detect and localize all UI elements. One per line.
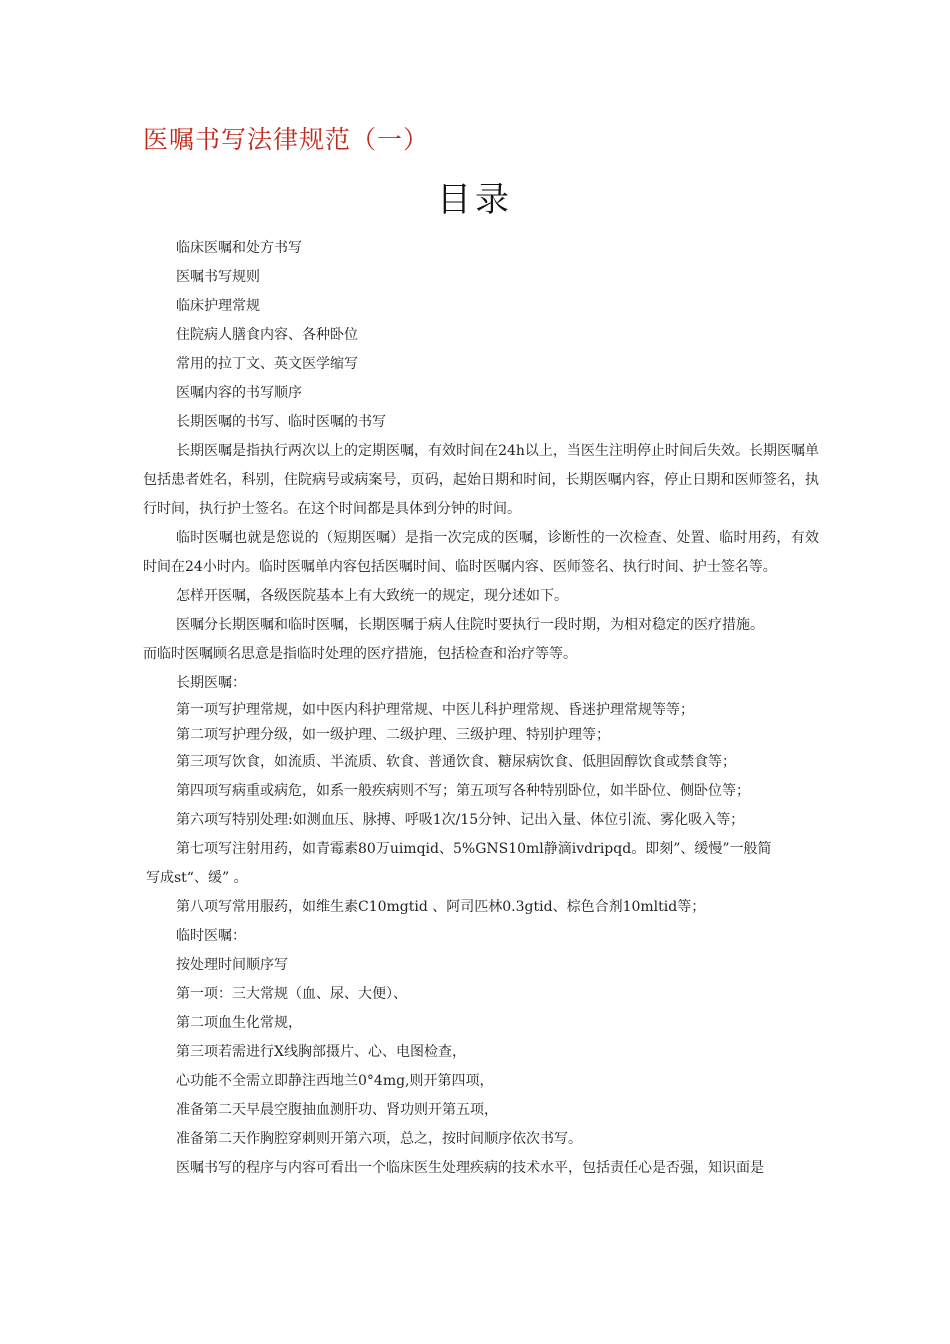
long-term-item: 第七项写注射用药，如青霉素80万uimqid、5%GNS10ml静滴ivdripqd。即刻”、缓慢”一般简 — [176, 841, 772, 857]
long-term-item: 第四项写病重或病危，如系一般疾病则不写；第五项写各种特别卧位，如半卧位、侧卧位等； — [176, 783, 750, 799]
toc-item: 临床医嘱和处方书写 — [176, 240, 302, 256]
paragraph-classification: 医嘱分长期医嘱和临时医嘱，长期医嘱于病人住院时要执行一段时期，为相对稳定的医疗措施。 — [176, 617, 764, 633]
long-term-item: 第三项写饮食，如流质、半流质、软食、普通饮食、糖尿病饮食、低胆固醇饮食或禁食等； — [176, 754, 736, 770]
document-title: 医嘱书写法律规范（一） — [143, 125, 430, 154]
toc-item: 医嘱内容的书写顺序 — [176, 385, 302, 401]
document-body — [143, 234, 819, 1183]
temporary-item: 第三项若需进行X线胸部摄片、心、电图检查， — [176, 1044, 466, 1060]
paragraph-how-to: 怎样开医嘱，各级医院基本上有大致统一的规定，现分述如下。 — [176, 588, 568, 604]
temporary-heading: 临时医嘱： — [176, 928, 246, 944]
paragraph-classification-cont: 而临时医嘱顾名思意是指临时处理的医疗措施，包括检查和治疗等等。 — [143, 646, 577, 662]
long-term-heading: 长期医嘱： — [176, 675, 246, 691]
long-term-item: 写成st“、缓” 。 — [146, 870, 248, 886]
temporary-item: 第一项：三大常规（血、尿、大便）、 — [176, 986, 407, 1002]
temporary-item: 第二项血生化常规， — [176, 1015, 302, 1031]
long-term-item: 第六项写特别处理:如测血压、脉搏、呼吸1次/15分钟、记出入量、体位引流、雾化吸入等； — [176, 812, 745, 828]
toc-item: 住院病人膳食内容、各种卧位 — [176, 327, 358, 343]
toc-heading: 目录 — [437, 180, 513, 220]
closing-paragraph: 医嘱书写的程序与内容可看出一个临床医生处理疾病的技术水平，包括责任心是否强，知识面是 — [176, 1160, 764, 1176]
paragraph-temporary-definition: 临时医嘱也就是您说的（短期医嘱）是指一次完成的医嘱，诊断性的一次检查、处置、临时用药，有效时间在24小时内。临时医嘱单内容包括医嘱时间、临时医嘱内容、医师签名、执行时间、护士签名等。 — [143, 530, 819, 575]
temporary-item: 准备第二天早晨空腹抽血测肝功、肾功则开第五项， — [176, 1102, 498, 1118]
toc-item: 临床护理常规 — [176, 298, 260, 314]
toc-item: 长期医嘱的书写、临时医嘱的书写 — [176, 414, 386, 430]
toc-item: 常用的拉丁文、英文医学缩写 — [176, 356, 358, 372]
toc-item: 医嘱书写规则 — [176, 269, 260, 285]
paragraph-long-term-definition: 长期医嘱是指执行两次以上的定期医嘱，有效时间在24h以上，当医生注明停止时间后失效。长期医嘱单包括患者姓名，科别，住院病号或病案号，页码，起始日期和时间，长期医嘱内容，停止日期和医师签名，执行时间，执行护士签名。在这个时间都是具体到分钟的时间。 — [143, 443, 819, 517]
temporary-item: 按处理时间顺序写 — [176, 957, 288, 973]
temporary-item: 心功能不全需立即静注西地兰0°4mg,则开第四项， — [176, 1073, 494, 1089]
temporary-item: 准备第二天作胸腔穿刺则开第六项，总之，按时间顺序依次书写。 — [176, 1131, 582, 1147]
long-term-item: 第二项写护理分级，如一级护理、二级护理、三级护理、特别护理等； — [176, 727, 610, 743]
long-term-item: 第八项写常用服药，如维生素C10mgtid 、阿司匹林0.3gtid、棕色合剂10mltid等； — [176, 899, 706, 915]
long-term-item: 第一项写护理常规，如中医内科护理常规、中医儿科护理常规、昏迷护理常规等等； — [176, 702, 694, 718]
